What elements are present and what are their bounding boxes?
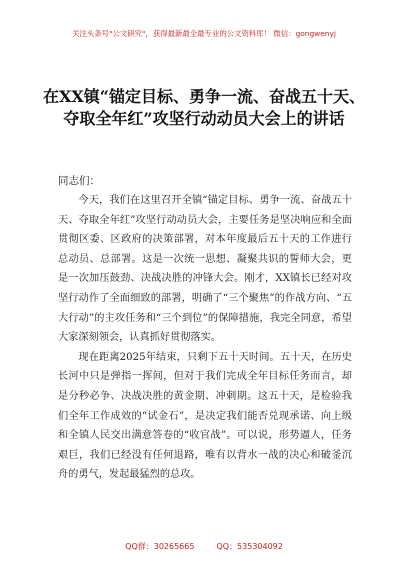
header-notice: 关注头条号"公文研究"，获得最新最全最专业的公文资料库！ 微信：gongwenyj xyxy=(72,29,336,38)
salutation: 同志们： xyxy=(58,175,100,187)
footer-qq: QQ：535304092 xyxy=(216,542,283,551)
document-title: 在XX镇“锚定目标、勇争一流、奋战五十天、夺取全年红”攻坚行动动员大会上的讲话 xyxy=(42,87,366,128)
footer-qq-group: QQ群：30265665 xyxy=(125,542,195,551)
document-body xyxy=(58,191,352,485)
footer-contact xyxy=(0,541,408,552)
body-paragraph-2: 现在距离2025年结束，只剩下五十天时间。五十天，在历史长河中只是弹指一挥间，但对于我们完成全年目标任务而言，却是分秒必争、决战决胜的黄金期、冲刺期。这五十天，是检验我们全年工作成效的“试金石”，是决定我们能否兑现承诺、向上级和全镇人民交出满意答卷的“收官战”。可以说，形势逼人，任务艰巨，我们已经没有任何退路，唯有以背水一战的决心和破釜沉舟的勇气，发起最猛烈的总攻。 xyxy=(58,351,352,481)
body-paragraph-1: 今天，我们在这里召开全镇“锚定目标、勇争一流、奋战五十天、夺取全年红”攻坚行动动员大会，主要任务是坚决响应和全面贯彻区委、区政府的决策部署，对本年度最后五十天的工作进行总动员、总部署。这是一次统一思想、凝聚共识的誓师大会，更是一次加压鼓劲、决战决胜的冲锋大会。刚才，XX镇长已经对攻坚行动作了全面细致的部署，明确了“三个聚焦”的作战方向、“五大行动”的主攻任务和“三个到位”的保障措施，我完全同意，希望大家深刻领会，认真抓好贯彻落实。 xyxy=(58,195,352,344)
